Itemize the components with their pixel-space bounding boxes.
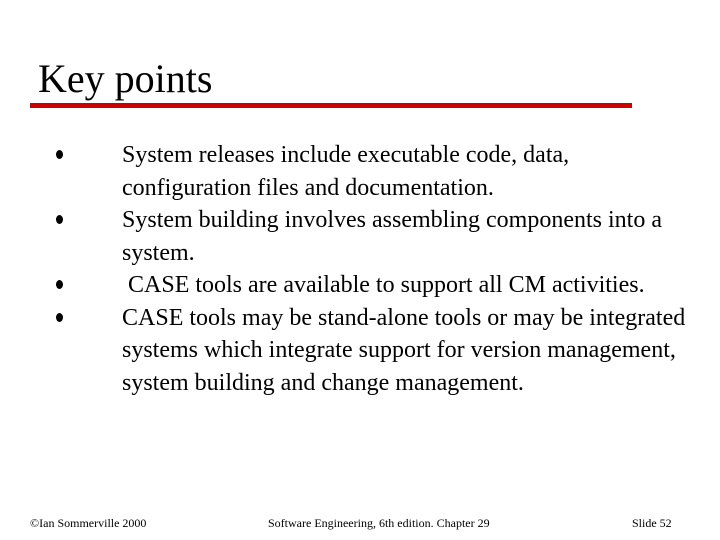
footer-slide-number: Slide 52 xyxy=(632,516,672,530)
title-underline xyxy=(30,103,632,108)
footer-copyright: ©Ian Sommerville 2000 xyxy=(30,516,147,530)
bullet-text: CASE tools are available to support all CM activities. xyxy=(122,272,645,298)
bullet-text: System building involves assembling components into a system. xyxy=(122,207,662,266)
bullet-icon xyxy=(56,150,63,159)
slide-title: Key points xyxy=(38,56,213,101)
bullet-text: CASE tools may be stand-alone tools or may be integrated systems which integrate support for version management, system building and change management. xyxy=(122,304,686,396)
bullet-item xyxy=(56,269,696,302)
bullet-item xyxy=(56,302,696,400)
bullet-icon xyxy=(56,215,63,224)
bullet-item xyxy=(56,139,696,204)
bullet-icon xyxy=(56,313,63,322)
bullet-list xyxy=(56,139,696,399)
bullet-icon xyxy=(56,280,63,289)
footer-book-title: Software Engineering, 6th edition. Chapter 29 xyxy=(268,516,490,530)
bullet-text: System releases include executable code, data, configuration files and documentation. xyxy=(122,142,570,201)
bullet-item xyxy=(56,204,696,269)
